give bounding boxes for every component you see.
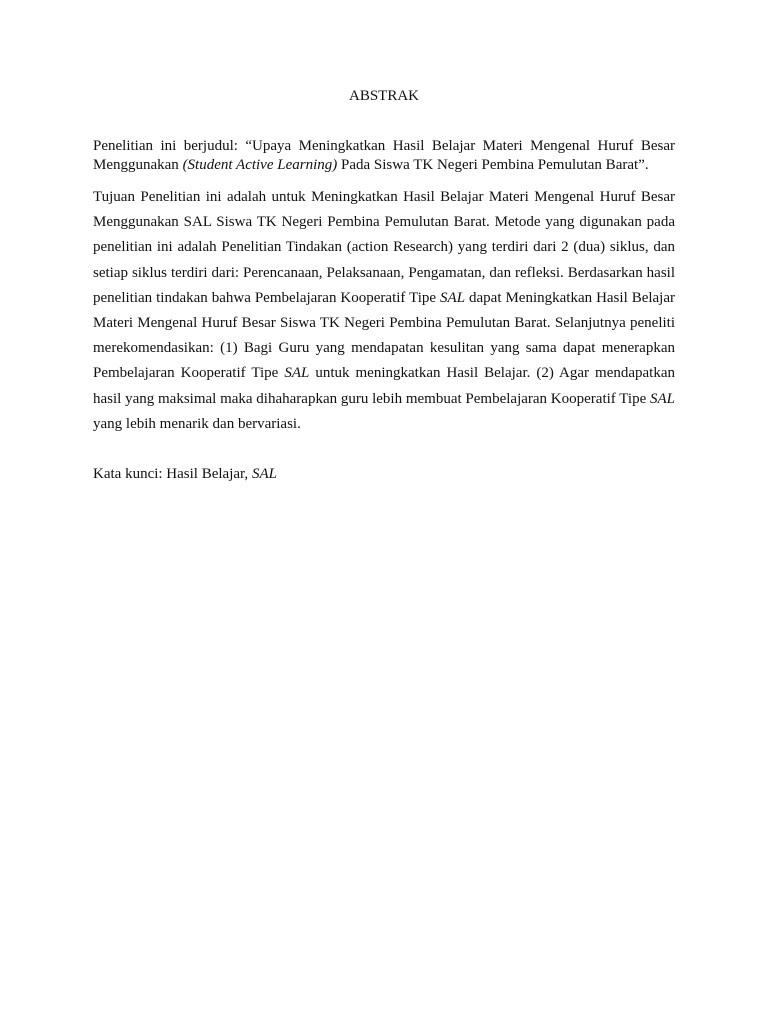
body-text-2: dapat Meningkatkan Hasil Belajar Materi Mengenal Huruf Besar Siswa TK Negeri Pembina Pemulutan Barat. Selanjutnya peneliti merekomendasikan: (1) Bagi Guru yang mendapatan kesulitan yang sama dapat menerapkan Pembelajaran Kooperatif Tipe	[93, 289, 676, 382]
intro-paragraph	[93, 137, 675, 175]
keywords-label: Kata kunci: Hasil Belajar,	[93, 466, 252, 482]
body-text-4: yang lebih menarik dan bervariasi.	[93, 415, 301, 432]
keywords-line	[93, 465, 675, 483]
body-sal-term-2: SAL	[284, 365, 310, 382]
body-sal-term-1: SAL	[440, 289, 466, 306]
intro-text-end: Pada Siswa TK Negeri Pembina Pemulutan Barat”.	[337, 157, 649, 173]
page-title: ABSTRAK	[348, 88, 419, 104]
body-text-3: untuk meningkatkan Hasil Belajar. (2) Agar mendapatkan hasil yang maksimal maka dihaharapkan guru lebih membuat Pembelajaran Kooperatif Tipe	[93, 365, 675, 407]
intro-text-start: Penelitian ini berjudul: “Upaya Meningkatkan Hasil Belajar Materi Mengenal Huruf Besar Menggunakan	[93, 138, 675, 173]
body-sal-term-3: SAL	[649, 390, 675, 407]
document-page	[93, 0, 675, 1024]
intro-italic-term: (Student Active Learning)	[182, 157, 338, 173]
abstract-body-paragraph	[93, 185, 675, 437]
keywords-italic-term: SAL	[251, 466, 277, 482]
body-text-1: Tujuan Penelitian ini adalah untuk Meningkatkan Hasil Belajar Materi Mengenal Huruf Besar Menggunakan SAL Siswa TK Negeri Pembina Pemulutan Barat. Metode yang digunakan pada penelitian ini adalah Penelitian Tindakan (action Research) yang terdiri dari 2 (dua) siklus, dan setiap siklus terdiri dari: Perencanaan, Pelaksanaan, Pengamatan, dan refleksi. Berdasarkan hasil penelitian tindakan bahwa Pembelajaran Kooperatif Tipe	[93, 189, 675, 306]
